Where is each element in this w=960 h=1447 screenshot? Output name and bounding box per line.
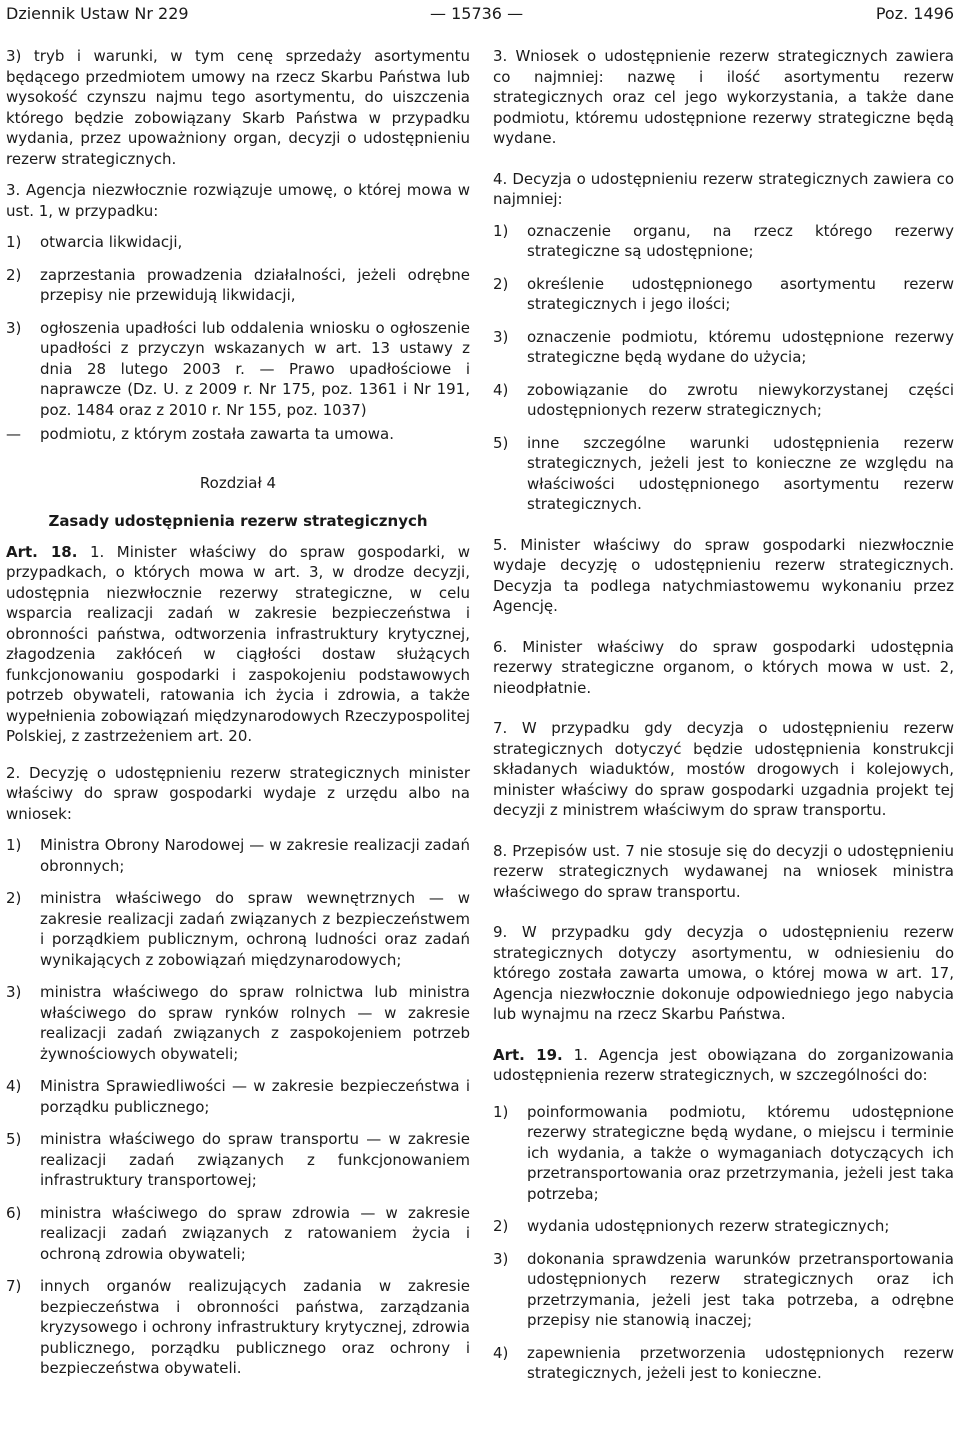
list-number: 4) <box>493 380 509 399</box>
list <box>493 1102 954 1384</box>
list <box>493 221 954 515</box>
list-item <box>6 888 470 970</box>
list-item <box>493 1216 954 1237</box>
list-text: oznaczenie podmiotu, któremu udostępnione rezerwy strategiczne będą wydane do użycia; <box>527 327 954 366</box>
list-number: 3) <box>493 1249 509 1268</box>
list-number: 7) <box>6 1277 22 1295</box>
list-number: 4) <box>6 1077 22 1095</box>
list-number: 3) <box>493 327 509 346</box>
list-item <box>6 265 470 306</box>
list-text: Ministra Sprawiedliwości — w zakresie bezpieczeństwa i porządku publicznego; <box>40 1077 470 1116</box>
paragraph: 2. Decyzję o udostępnieniu rezerw strategicznych minister właściwy do spraw gospodarki wydaje z urzędu albo na wniosek: <box>6 763 470 823</box>
list-text: ogłoszenia upadłości lub oddalenia wniosku o ogłoszenie upadłości z przyczyn wskazanych w art. 13 ustawy z dnia 28 lutego 2003 r. — Prawo upadłościowe i naprawcze (Dz. U. z 2009 r. Nr 175, poz. 1361 i Nr 191, poz. 1484 oraz z 2010 r. Nr 155, poz. 1037) <box>40 318 470 419</box>
list-text: zobowiązanie do zwrotu niewykorzystanej części udostępnionych rezerw strategicznych; <box>527 380 954 419</box>
paragraph: 8. Przepisów ust. 7 nie stosuje się do decyzji o udostępnieniu rezerw strategicznych wydawanej na wniosek ministra właściwego do spraw transportu. <box>493 841 954 901</box>
list-text: wydania udostępnionych rezerw strategicznych; <box>527 1217 890 1235</box>
list-item <box>6 1276 470 1379</box>
article-18 <box>6 542 470 747</box>
article-label: Art. 18. <box>6 542 78 561</box>
list-number: 3) <box>6 983 22 1001</box>
list-item <box>6 1076 470 1117</box>
chapter-title: Zasady udostępnienia rezerw strategicznych <box>48 512 428 530</box>
list-number: 3) <box>6 318 22 337</box>
list-item <box>6 982 470 1064</box>
right-column <box>493 46 954 1396</box>
list-text: dokonania sprawdzenia warunków przetransportowania udostępnionych rezerw strategicznych oraz ich przetrzymania, jeżeli jest taka potrzeba, a odrębne przepisy nie stanowią inaczej; <box>527 1249 954 1329</box>
list-item <box>493 221 954 262</box>
dash-line <box>6 424 470 445</box>
em-dash: — <box>6 425 21 443</box>
list-text: ministra właściwego do spraw wewnętrznych — w zakresie realizacji zadań związanych z bezpieczeństwem i porządkiem publicznym, ochroną ludności oraz zadań wynikających z zobowiązań międzynarodowych; <box>40 889 470 969</box>
list <box>6 835 470 1379</box>
list-item <box>493 1249 954 1331</box>
list-text: ministra właściwego do spraw rolnictwa lub ministra właściwego do spraw rynków rolnych — w zakresie realizacji zadań związanych z zaspokojeniem potrzeb żywnościowych obywateli; <box>40 983 470 1063</box>
list-number: 2) <box>6 889 22 907</box>
list-text: otwarcia likwidacji, <box>40 233 183 251</box>
list-number: 1) <box>6 233 22 251</box>
list-item <box>6 1203 470 1265</box>
list-text: Ministra Obrony Narodowej — w zakresie realizacji zadań obronnych; <box>40 836 470 875</box>
list-number: 1) <box>493 1102 509 1121</box>
article-label: Art. 19. <box>493 1045 563 1064</box>
dash-line-text: podmiotu, z którym została zawarta ta umowa. <box>40 425 394 443</box>
list-item <box>493 433 954 515</box>
list-number: 1) <box>6 836 22 854</box>
list-text: inne szczególne warunki udostępnienia rezerw strategicznych, jeżeli jest to konieczne ze względu na właściwości udostępnionego asortymentu rezerw strategicznych. <box>527 433 954 513</box>
list-text: ministra właściwego do spraw zdrowia — w zakresie realizacji zadań związanych z ratowaniem życia i ochroną zdrowia obywateli; <box>40 1203 470 1263</box>
paragraph: 5. Minister właściwy do spraw gospodarki niezwłocznie wydaje decyzję o udostępnieniu rezerw strategicznych. Decyzja ta podlega natychmiastowemu wykonaniu przez Agencję. <box>493 535 954 615</box>
article-text: 1. Minister właściwy do spraw gospodarki, w przypadkach, o których mowa w art. 3, w drodze decyzji, udostępnia niezwłocznie rezerwy strategiczne, w celu wsparcia realizacji zadań w zakresie bezpieczeństwa i obronności państwa, odtworzenia infrastruktury krytycznej, złagodzenia zakłóceń w ciągłości dostaw służących funkcjonowaniu gospodarki i zaspokojeniu podstawowych potrzeb obywateli, ratowania ich życia i zdrowia, a także wypełnienia zobowiązań międzynarodowych Rzeczypospolitej Polskiej, z zastrzeżeniem art. 20. <box>6 542 470 745</box>
journal-title: Dziennik Ustaw Nr 229 <box>6 4 189 23</box>
list-item <box>493 1102 954 1205</box>
list-number: 4) <box>493 1343 509 1362</box>
list-item <box>493 327 954 368</box>
paragraph: 6. Minister właściwy do spraw gospodarki udostępnia rezerwy strategiczne organom, o których mowa w ust. 2, nieodpłatnie. <box>493 637 954 697</box>
page-number: — 15736 — <box>430 4 524 23</box>
paragraph: 9. W przypadku gdy decyzja o udostępnieniu rezerw strategicznych dotyczy asortymentu, w odniesieniu do którego została zawarta umowa, o której mowa w art. 17, Agencja niezwłocznie dokonuje odpowiedniego jego nabycia lub wynajmu na rzecz Skarbu Państwa. <box>493 923 954 1023</box>
list-item <box>493 274 954 315</box>
list-text: oznaczenie organu, na rzecz którego rezerwy strategiczne są udostępnione; <box>527 221 954 260</box>
list-number: 2) <box>493 1217 509 1235</box>
list-number: 6) <box>6 1203 22 1222</box>
list <box>6 232 470 420</box>
paragraph: 4. Decyzja o udostępnieniu rezerw strategicznych zawiera co najmniej: <box>493 169 954 208</box>
list-number: 5) <box>493 433 509 452</box>
list-item <box>6 232 470 253</box>
list-number: 1) <box>493 221 509 240</box>
list-text: poinformowania podmiotu, któremu udostępnione rezerwy strategiczne będą wydane, o miejscu i terminie ich wydania, a także o wymaganiach dotyczących ich przetransportowania oraz przetrzymania, jeżeli jest taka potrzeba; <box>527 1102 954 1203</box>
list-item <box>493 1343 954 1384</box>
list-text: zapewnienia przetworzenia udostępnionych rezerw strategicznych, jeżeli jest to konieczne. <box>527 1343 954 1382</box>
list-number: 5) <box>6 1130 22 1148</box>
article-text: 1. Agencja jest obowiązana do zorganizowania udostępnienia rezerw strategicznych, w szczególności do: <box>493 1045 954 1084</box>
paragraph: 3. Agencja niezwłocznie rozwiązuje umowę, o której mowa w ust. 1, w przypadku: <box>6 181 470 220</box>
list-text: określenie udostępnionego asortymentu rezerw strategicznych i jego ilości; <box>527 274 954 313</box>
list-item <box>6 1129 470 1191</box>
list-text: ministra właściwego do spraw transportu — w zakresie realizacji zadań związanych z funkcjonowaniem infrastruktury transportowej; <box>40 1130 470 1189</box>
page-header <box>0 0 960 34</box>
list-number: 2) <box>493 274 509 293</box>
paragraph: 3) tryb i warunki, w tym cenę sprzedaży asortymentu będącego przedmiotem umowy na rzecz Skarbu Państwa lub wysokość czynszu najmu tego asortymentu, do uiszczenia którego będzie zobowiązany Skarb Państwa w przypadku wydania, przez upoważniony organ, decyzji o udostępnieniu rezerw strategicznych. <box>6 47 470 168</box>
left-column <box>6 46 470 1391</box>
list-item <box>493 380 954 421</box>
list-item <box>6 835 470 876</box>
article-19 <box>493 1045 954 1086</box>
list-text: innych organów realizujących zadania w zakresie bezpieczeństwa i obronności państwa, zarządzania kryzysowego i ochrony infrastruktury krytycznej, zdrowia publicznego, porządku publicznego oraz ochrony i bezpieczeństwa obywateli. <box>40 1277 470 1377</box>
paragraph: 3. Wniosek o udostępnienie rezerw strategicznych zawiera co najmniej: nazwę i ilość asortymentu rezerw strategicznych oraz cel jego wykorzystania, a także dane podmiotu, któremu udostępnione rezerwy strategiczne będą wydane. <box>493 47 954 147</box>
position-number: Poz. 1496 <box>875 4 954 23</box>
list-text: zaprzestania prowadzenia działalności, jeżeli odrębne przepisy nie przewidują likwidacji, <box>40 265 470 304</box>
chapter-heading: Rozdział 4 <box>199 473 277 492</box>
paragraph: 7. W przypadku gdy decyzja o udostępnieniu rezerw strategicznych dotyczyć będzie udostępnienia konstrukcji składanych wiaduktów, mostów drogowych i kolejowych, minister właściwy do spraw gospodarki uzgadnia projekt tej decyzji z ministrem właściwym do spraw transportu. <box>493 719 954 819</box>
list-item <box>6 318 470 421</box>
list-number: 2) <box>6 265 22 284</box>
